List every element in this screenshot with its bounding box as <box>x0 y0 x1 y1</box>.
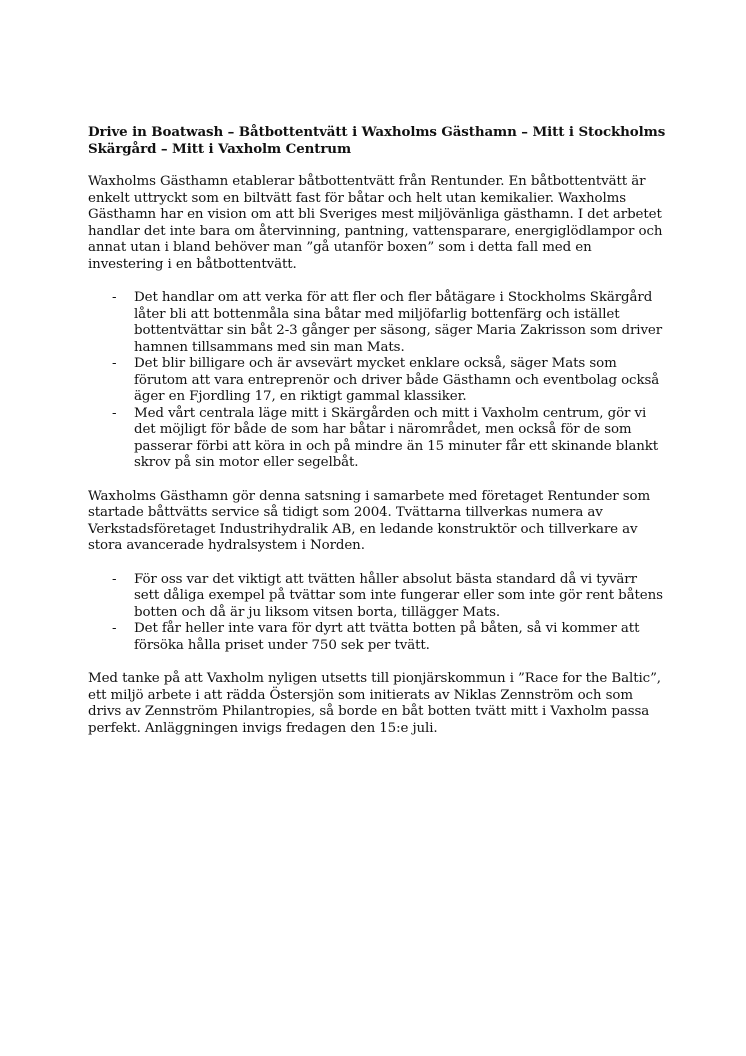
list-item-text: Det handlar om att verka för att fler och fler båtägare i Stockholms Skärgård låter bli att bottenmåla sina båtar med miljöfarlig bottenfärg och istället bottentvättar sin båt 2-3 gånger per säsong, säger Maria Zakrisson som driver hamnen tillsammans med sin man Mats. <box>134 290 663 355</box>
list-item <box>88 621 666 654</box>
list-item-text: För oss var det viktigt att tvätten håller absolut bästa standard då vi tyvärr sett dåliga exempel på tvättar som inte fungerar eller som inte gör rent båtens botten och då är ju liksom vitsen borta, tillägger Mats. <box>134 571 663 620</box>
dash-marker: - <box>112 290 117 305</box>
list-item-text: Med vårt centrala läge mitt i Skärgården och mitt i Vaxholm centrum, gör vi det möjligt för både de som har båtar i närområdet, men också för de som passerar förbi att köra in och på mindre än 15 minuter får ett skinande blankt skrov på sin motor eller segelbåt. <box>134 405 659 470</box>
closing-paragraph: Med tanke på att Vaxholm nyligen utsetts till pionjärskommun i ”Race for the Baltic”, ett miljö arbete i att rädda Östersjön som initierats av Niklas Zennström och som drivs av Zennström Philantropies, så borde en båt botten tvätt mitt i Vaxholm passa perfekt. Anläggningen invigs fredagen den 15:e juli. <box>88 671 661 736</box>
list-item <box>88 356 666 406</box>
list-item <box>88 290 666 356</box>
list-item-text: Det får heller inte vara för dyrt att tvätta botten på båten, så vi kommer att försöka hålla priset under 750 sek per tvätt. <box>134 621 640 653</box>
dash-marker: - <box>112 571 117 587</box>
dash-marker: - <box>112 405 117 421</box>
document-title: Drive in Boatwash – Båtbottentvätt i Waxholms Gästhamn – Mitt i Stockholms Skärgård – Mitt i Vaxholm Centrum <box>88 124 666 157</box>
list-item-text: Det blir billigare och är avsevärt mycket enklare också, säger Mats som förutom att vara entreprenör och driver både Gästhamn och eventbolag också äger en Fjordling 17, en riktigt gammal klassiker. <box>134 356 660 404</box>
dash-marker: - <box>112 356 117 371</box>
intro-paragraph: Waxholms Gästhamn etablerar båtbottentvätt från Rentunder. En båtbottentvätt är enkelt uttryckt som en biltvätt fast för båtar och helt utan kemikalier. Waxholms Gästhamn har en vision om att bli Sveriges mest miljövänliga gästhamn. I det arbetet handlar det inte bara om återvinning, pantning, vattensparare, energiglödlampor och annat utan i bland behöver man ”gå utanför boxen” som i detta fall med en investering i en båtbottentvätt. <box>88 174 663 272</box>
document-body <box>88 124 666 737</box>
list-item <box>88 572 666 622</box>
quote-list-2 <box>88 572 666 655</box>
list-item <box>88 406 666 472</box>
partner-paragraph: Waxholms Gästhamn gör denna satsning i samarbete med företaget Rentunder som startade båttvätts service så tidigt som 2004. Tvättarna tillverkas numera av Verkstadsföretaget Industrihydralik AB, en ledande konstruktör och tillverkare av stora avancerade hydralsystem i Norden. <box>88 488 651 553</box>
quote-list-1 <box>88 290 666 472</box>
dash-marker: - <box>112 621 117 636</box>
